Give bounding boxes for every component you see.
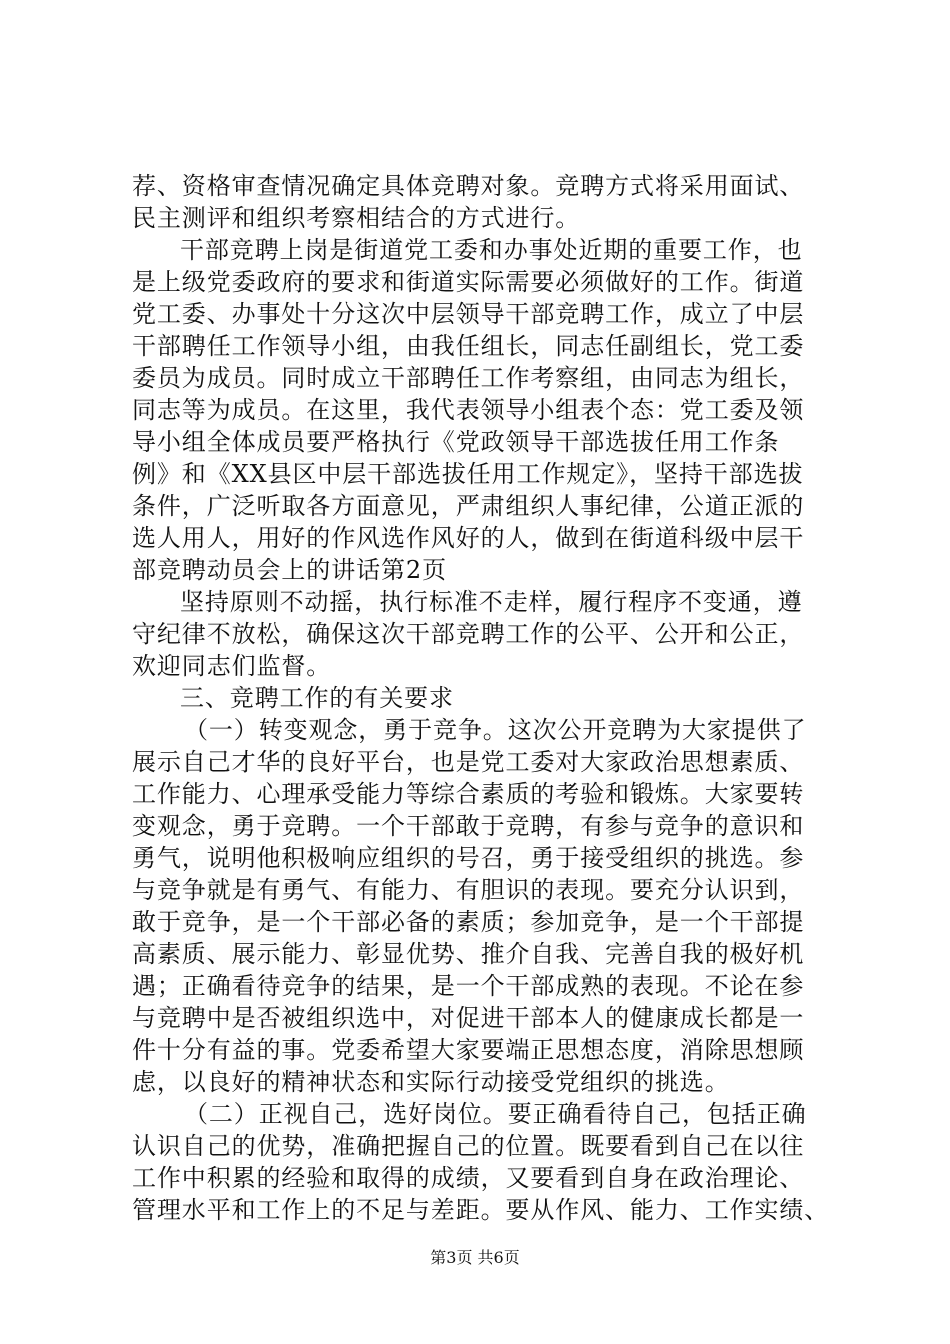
text-line: 认识自己的优势，准确把握自己的位置。既要看到自己在以往 <box>132 1132 805 1160</box>
text-line: 高素质、展示能力、彰显优势、推介自我、完善自我的极好机 <box>132 940 805 968</box>
text-line: 选人用人，用好的作风选作风好的人，做到在街道科级中层干 <box>132 524 805 552</box>
text-line: 荐、资格审查情况确定具体竞聘对象。竞聘方式将采用面试、 <box>132 172 805 200</box>
text-line: 守纪律不放松，确保这次干部竞聘工作的公平、公开和公正， <box>132 620 805 648</box>
text-line: 干部聘任工作领导小组，由我任组长，同志任副组长，党工委 <box>132 332 805 360</box>
text-line: 条件，广泛听取各方面意见，严肃组织人事纪律，公道正派的 <box>132 492 805 520</box>
text-line: 敢于竞争，是一个干部必备的素质；参加竞争，是一个干部提 <box>132 908 805 936</box>
text-line: 民主测评和组织考察相结合的方式进行。 <box>132 204 581 232</box>
text-line: 虑，以良好的精神状态和实际行动接受党组织的挑选。 <box>132 1068 730 1096</box>
paragraph-start-line: （一）转变观念，勇于竞争。这次公开竞聘为大家提供了 <box>184 716 807 744</box>
paragraph-start-line: 坚持原则不动摇，执行标准不走样，履行程序不变通，遵 <box>180 588 803 616</box>
text-line: 同志等为成员。在这里，我代表领导小组表个态：党工委及领 <box>132 396 805 424</box>
text-line: 委员为成员。同时成立干部聘任工作考察组，由同志为组长， <box>132 364 805 392</box>
page-footer: 第3页 共6页 <box>430 1248 520 1267</box>
text-line: 与竞聘中是否被组织选中，对促进干部本人的健康成长都是一 <box>132 1004 805 1032</box>
document-body <box>132 170 852 1226</box>
text-line: 党工委、办事处十分这次中层领导干部竞聘工作，成立了中层 <box>132 300 805 328</box>
text-line: 是上级党委政府的要求和街道实际需要必须做好的工作。街道 <box>132 268 805 296</box>
text-line: 变观念，勇于竞聘。一个干部敢于竞聘，有参与竞争的意识和 <box>132 812 805 840</box>
text-line: 欢迎同志们监督。 <box>132 652 332 680</box>
section-heading: 三、竞聘工作的有关要求 <box>180 684 454 712</box>
text-line: 部竞聘动员会上的讲话第2页 <box>132 556 447 584</box>
text-line: 遇；正确看待竞争的结果，是一个干部成熟的表现。不论在参 <box>132 972 805 1000</box>
paragraph-start-line: 干部竞聘上岗是街道党工委和办事处近期的重要工作，也 <box>180 236 803 264</box>
text-line: 勇气，说明他积极响应组织的号召，勇于接受组织的挑选。参 <box>132 844 805 872</box>
text-line: 管理水平和工作上的不足与差距。要从作风、能力、工作实绩、 <box>132 1196 830 1224</box>
text-line: 展示自己才华的良好平台，也是党工委对大家政治思想素质、 <box>132 748 805 776</box>
text-line: 与竞争就是有勇气、有能力、有胆识的表现。要充分认识到， <box>132 876 805 904</box>
text-line: 导小组全体成员要严格执行《党政领导干部选拔任用工作条 <box>132 428 780 456</box>
text-line: 工作能力、心理承受能力等综合素质的考验和锻炼。大家要转 <box>132 780 805 808</box>
paragraph-start-line: （二）正视自己，选好岗位。要正确看待自己，包括正确 <box>184 1100 807 1128</box>
text-line: 例》和《XX县区中层干部选拔任用工作规定》，坚持干部选拔 <box>132 460 804 488</box>
text-line: 件十分有益的事。党委希望大家要端正思想态度，消除思想顾 <box>132 1036 805 1064</box>
text-line: 工作中积累的经验和取得的成绩，又要看到自身在政治理论、 <box>132 1164 805 1192</box>
